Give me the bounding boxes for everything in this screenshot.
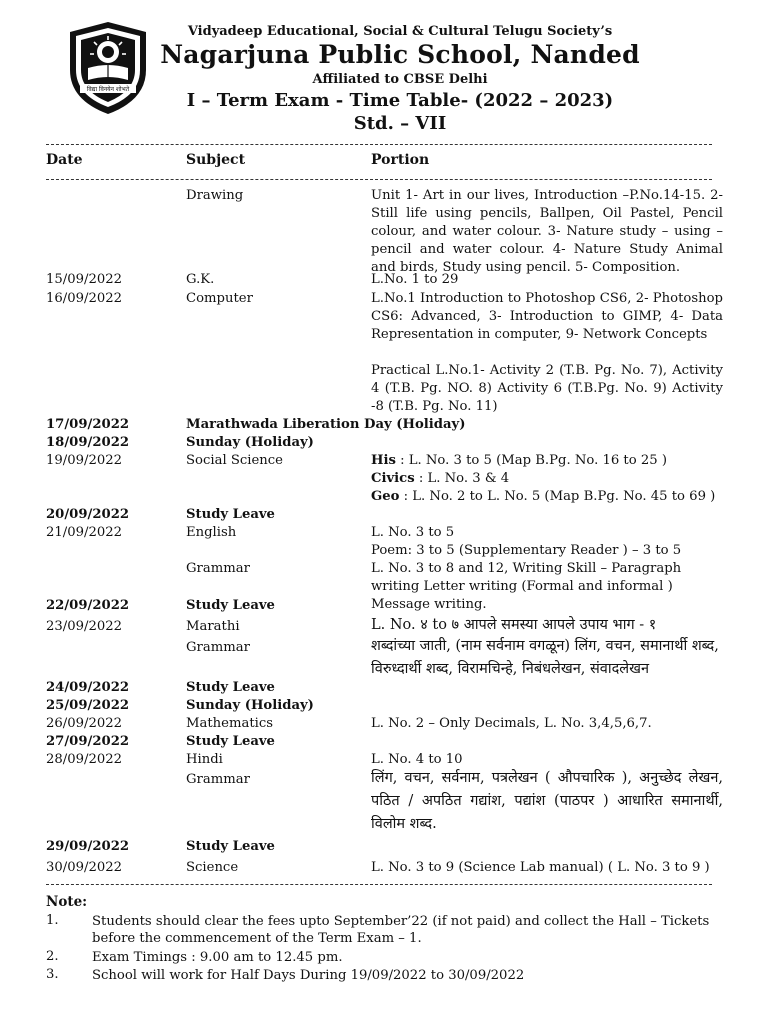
portion-label: His [371, 453, 396, 468]
table-row-portion: Practical L.No.1- Activity 2 (T.B. Pg. No. 7), Activity 4 (T.B. Pg. NO. 8) Activity 6 (T.B.Pg. No. 9) Activity -8 (T.B. Pg. No. 11) [371, 363, 723, 414]
note-title: Note: [46, 894, 88, 910]
portion-text: : L. No. 3 to 5 (Map B.Pg. No. 16 to 25 ) [395, 453, 667, 468]
table-row-portion: लिंग, वचन, सर्वनाम, पत्रलेखन ( औपचारिक ), अनुच्छेद लेखन, पठित / अपठित गद्यांश, पद्यांश (पाठपर ) आधारित समानार्थी, विलोम शब्द. [371, 770, 723, 832]
standard: Std. – VII [353, 113, 447, 134]
table-row-date: 19/09/2022 [46, 453, 123, 468]
society-name: Vidyadeep Educational, Social & Cultural Telugu Society’s [187, 24, 613, 39]
table-row-subject: Grammar [186, 640, 250, 655]
table-row-portion [371, 452, 723, 506]
affiliation: Affiliated to CBSE Delhi [312, 72, 488, 87]
table-row-portion: L. No. 3 to 9 (Science Lab manual) ( L. No. 3 to 9 ) [371, 860, 710, 875]
table-row-date: 16/09/2022 [46, 291, 123, 306]
note-number: 3. [46, 967, 59, 982]
portion-label: Geo [371, 489, 400, 504]
table-row-portion: L. No. 4 to 10 [371, 752, 463, 767]
table-row-subject: Drawing [186, 188, 244, 203]
table-row-date: 21/09/2022 [46, 525, 123, 540]
table-row-subject: Mathematics [186, 716, 274, 731]
note-number: 1. [46, 913, 59, 928]
divider [46, 179, 712, 180]
table-row-date: 25/09/2022 [46, 698, 130, 713]
column-header-portion: Portion [371, 152, 430, 168]
table-row-portion: L.No. 1 to 29 [371, 272, 459, 287]
column-header-date: Date [46, 152, 83, 168]
table-row-date: 24/09/2022 [46, 680, 130, 695]
note-number: 2. [46, 949, 59, 964]
portion-text: : L. No. 2 to L. No. 5 (Map B.Pg. No. 45 to 69 ) [399, 489, 716, 504]
table-row-subject: Study Leave [186, 734, 275, 749]
table-row-date: 27/09/2022 [46, 734, 130, 749]
table-row-subject: Computer [186, 291, 253, 306]
note-text: Exam Timings : 9.00 am to 12.45 pm. [92, 950, 343, 965]
table-row-date: 28/09/2022 [46, 752, 123, 767]
table-row-subject: Sunday (Holiday) [186, 698, 314, 713]
table-row-portion: L. No. 3 to 5 [371, 525, 455, 540]
table-row-subject: Study Leave [186, 680, 275, 695]
table-row-portion: L. No. 2 – Only Decimals, L. No. 3,4,5,6,7. [371, 716, 652, 731]
column-header-subject: Subject [186, 152, 246, 168]
table-row-subject: Marathwada Liberation Day (Holiday) [186, 417, 466, 432]
table-row-subject: Social Science [186, 453, 283, 468]
table-row-date: 22/09/2022 [46, 598, 130, 613]
table-row-portion: Poem: 3 to 5 (Supplementary Reader ) – 3 to 5 [371, 543, 682, 558]
table-row-subject: Hindi [186, 752, 223, 767]
table-row-date: 20/09/2022 [46, 507, 130, 522]
table-row-portion: शब्दांच्या जाती, (नाम सर्वनाम वगळून) लिंग, वचन, समानार्थी शब्द, विरुध्दार्थी शब्द, विरामचिन्हे, निबंधलेखन, संवादलेखन [371, 638, 719, 677]
divider [46, 144, 712, 145]
table-row-subject: G.K. [186, 272, 215, 287]
table-row-date: 26/09/2022 [46, 716, 123, 731]
table-row-portion: Unit 1- Art in our lives, Introduction –P.No.14-15. 2- Still life using pencils, Ballpen, Oil Pastel, Pencil colour, and water colour. 3- Nature study – using – pencil and water colour. 4- Nature Study Animal and birds, Study using pencil. 5- Composition. [371, 188, 723, 275]
table-row-date: 15/09/2022 [46, 272, 123, 287]
portion-label: Civics [371, 471, 415, 486]
table-row-subject: Science [186, 860, 239, 875]
table-row-date: 17/09/2022 [46, 417, 130, 432]
divider [46, 884, 712, 885]
school-name: Nagarjuna Public School, Nanded [160, 40, 640, 69]
table-row-portion: L.No.1 Introduction to Photoshop CS6, 2- Photoshop CS6: Advanced, 3- Introduction to GIMP, 4- Data Representation in computer, 9- Network Concepts [371, 291, 723, 342]
table-row-subject: Study Leave [186, 507, 275, 522]
table-row-subject: Grammar [186, 772, 250, 787]
svg-text:विद्या विनयेन शोभते: विद्या विनयेन शोभते [86, 86, 130, 93]
table-row-subject: English [186, 525, 237, 540]
note-text: Students should clear the fees upto September’22 (if not paid) and collect the Hall – Tickets before the commencement of the Term Exam – 1. [92, 914, 710, 946]
table-row-subject: Marathi [186, 619, 240, 634]
table-row-subject: Study Leave [186, 839, 275, 854]
exam-title: I – Term Exam - Time Table- (2022 – 2023) [186, 90, 614, 111]
note-text: School will work for Half Days During 19/09/2022 to 30/09/2022 [92, 968, 525, 983]
table-row-subject: Grammar [186, 561, 250, 576]
table-row-subject: Study Leave [186, 598, 275, 613]
table-row-date: 30/09/2022 [46, 860, 123, 875]
table-row-date: 29/09/2022 [46, 839, 130, 854]
table-row-portion: L. No. 3 to 8 and 12, Writing Skill – Paragraph writing Letter writing (Formal and informal ) Message writing. [371, 561, 682, 612]
table-row-date: 23/09/2022 [46, 619, 123, 634]
table-row-date: 18/09/2022 [46, 435, 130, 450]
table-row-subject: Sunday (Holiday) [186, 435, 314, 450]
portion-text: : L. No. 3 & 4 [414, 471, 510, 486]
table-row-portion: L. No. ४ to ७ आपले समस्या आपले उपाय भाग - १ [371, 617, 657, 633]
